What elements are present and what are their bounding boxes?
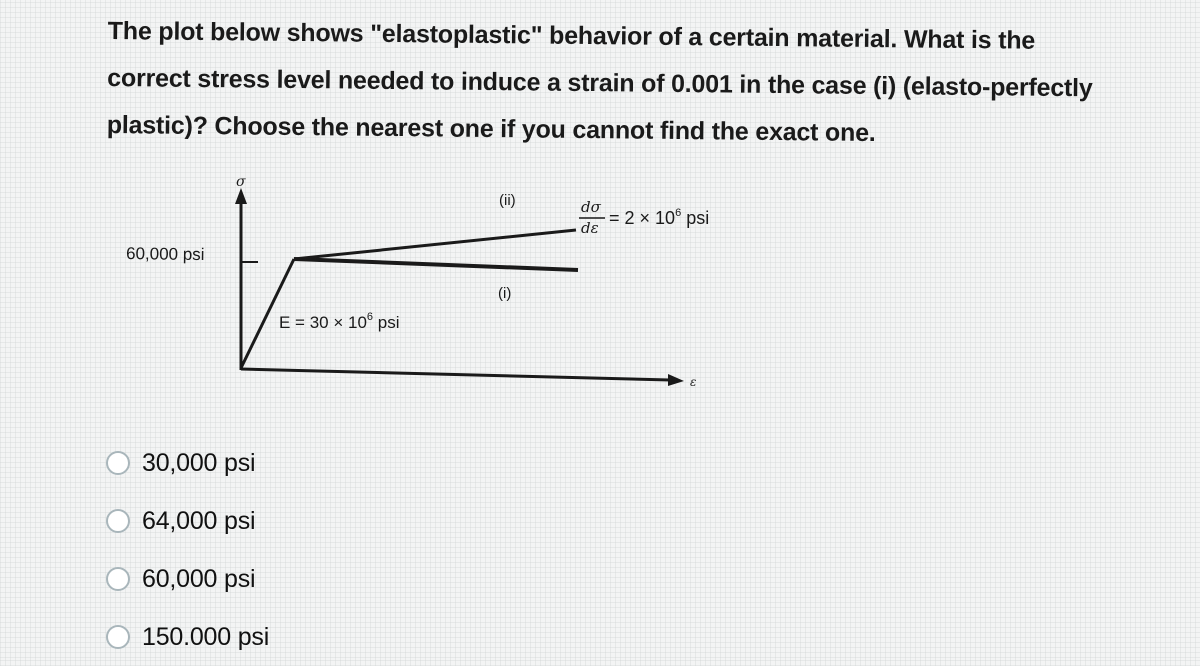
hardening-exponent: 6 [675, 207, 682, 219]
elastic-modulus-label [279, 311, 400, 332]
case-i-label: (i) [498, 285, 512, 302]
radio-button[interactable] [106, 509, 130, 533]
answer-option[interactable] [106, 608, 269, 666]
answer-option[interactable] [106, 492, 269, 550]
x-axis [241, 369, 670, 380]
answer-option-label: 64,000 psi [142, 506, 256, 535]
x-axis-symbol: ε [690, 375, 697, 389]
question-line-3: plastic)? Choose the nearest one if you cannot find the exact one. [106, 110, 876, 148]
radio-button[interactable] [106, 625, 130, 649]
answer-option-label: 30,000 psi [142, 448, 256, 477]
y-axis-arrow [235, 188, 247, 204]
hardening-line [294, 230, 576, 259]
hardening-value: = 2 × 10 [609, 208, 676, 228]
hardening-unit: psi [681, 208, 710, 228]
hardening-denominator: dε [581, 219, 599, 237]
perfectly-plastic-line [294, 259, 578, 270]
hardening-numerator: dσ [581, 198, 601, 216]
elastic-modulus-base: E = 30 × 10 [279, 313, 367, 332]
y-axis-symbol: σ [236, 174, 246, 190]
hardening-modulus-label [609, 207, 709, 228]
elastic-modulus-exponent: 6 [366, 311, 374, 323]
answer-option[interactable] [106, 550, 269, 608]
case-ii-label: (ii) [499, 192, 516, 209]
answer-option-label: 150.000 psi [142, 622, 270, 651]
question-line-2: correct stress level needed to induce a strain of 0.001 in the case (i) (elasto-perfectly [107, 63, 1093, 103]
answer-option[interactable] [106, 434, 269, 492]
answer-options [106, 434, 269, 666]
x-axis-arrow [668, 374, 684, 386]
question-line-1: The plot below shows "elastoplastic" behavior of a certain material. What is the [107, 16, 1036, 55]
radio-button[interactable] [106, 451, 130, 475]
yield-stress-label: 60,000 psi [125, 244, 205, 265]
answer-option-label: 60,000 psi [142, 564, 256, 593]
elastic-modulus-unit: psi [373, 313, 400, 332]
radio-button[interactable] [106, 567, 130, 591]
